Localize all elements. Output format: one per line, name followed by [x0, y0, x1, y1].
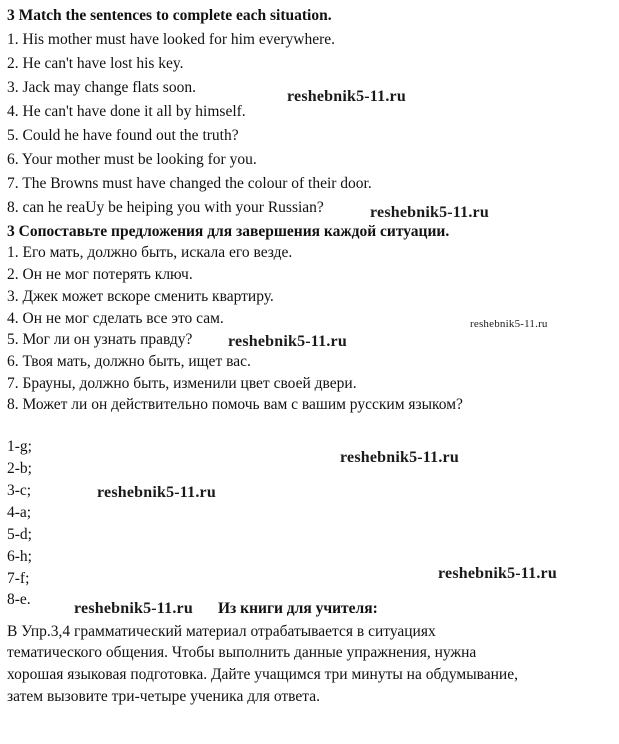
teacher-line-2: тематического общения. Чтобы выполнить данные упражнения, нужна [7, 644, 477, 661]
answer-8: 8-e. [7, 591, 31, 608]
teacher-title: Из книги для учителя: [218, 600, 378, 617]
task-ru-title: 3 Сопоставьте предложения для завершения каждой ситуации. [7, 223, 450, 240]
task-ru-item-6: 6. Твоя мать, должно быть, ищет вас. [7, 353, 251, 370]
answer-6: 6-h; [7, 548, 32, 565]
watermark: reshebnik5-11.ru [287, 88, 406, 105]
task-en-item-3: 3. Jack may change flats soon. [7, 79, 196, 96]
watermark: reshebnik5-11.ru [97, 484, 216, 501]
task-ru-item-3: 3. Джек может вскоре сменить квартиру. [7, 288, 274, 305]
task-ru-item-2: 2. Он не мог потерять ключ. [7, 266, 193, 283]
teacher-line-3: хорошая языковая подготовка. Дайте учащимся три минуты на обдумывание, [7, 666, 518, 683]
task-en-item-1: 1. His mother must have looked for him everywhere. [7, 31, 335, 48]
watermark: reshebnik5-11.ru [74, 600, 193, 617]
answer-2: 2-b; [7, 460, 32, 477]
task-en-item-6: 6. Your mother must be looking for you. [7, 151, 257, 168]
task-ru-item-1: 1. Его мать, должно быть, искала его везде. [7, 244, 293, 261]
task-en-item-4: 4. He can't have done it all by himself. [7, 103, 246, 120]
task-en-item-2: 2. He can't have lost his key. [7, 55, 184, 72]
watermark: reshebnik5-11.ru [228, 333, 347, 350]
watermark: reshebnik5-11.ru [438, 565, 557, 582]
task-ru-item-4: 4. Он не мог сделать все это сам. [7, 310, 224, 327]
task-en-item-5: 5. Could he have found out the truth? [7, 127, 239, 144]
answer-1: 1-g; [7, 438, 32, 455]
watermark: reshebnik5-11.ru [370, 204, 489, 221]
task-ru-item-5: 5. Мог ли он узнать правду? [7, 331, 193, 348]
task-ru-item-8: 8. Может ли он действительно помочь вам с вашим русским языком? [7, 396, 463, 413]
task-en-item-7: 7. The Browns must have changed the colour of their door. [7, 175, 372, 192]
answer-5: 5-d; [7, 526, 32, 543]
task-en-item-8: 8. can he reaUy be heiping you with your Russian? [7, 199, 324, 216]
answer-7: 7-f; [7, 570, 30, 587]
teacher-line-4: затем вызовите три-четыре ученика для ответа. [7, 688, 320, 705]
answer-3: 3-c; [7, 482, 32, 499]
task-ru-item-7: 7. Брауны, должно быть, изменили цвет своей двери. [7, 375, 357, 392]
watermark: reshebnik5-11.ru [470, 318, 548, 330]
teacher-line-1: В Упр.3,4 грамматический материал отрабатывается в ситуациях [7, 623, 436, 640]
answer-4: 4-a; [7, 504, 32, 521]
watermark: reshebnik5-11.ru [340, 449, 459, 466]
task-en-title: 3 Match the sentences to complete each situation. [7, 7, 332, 24]
